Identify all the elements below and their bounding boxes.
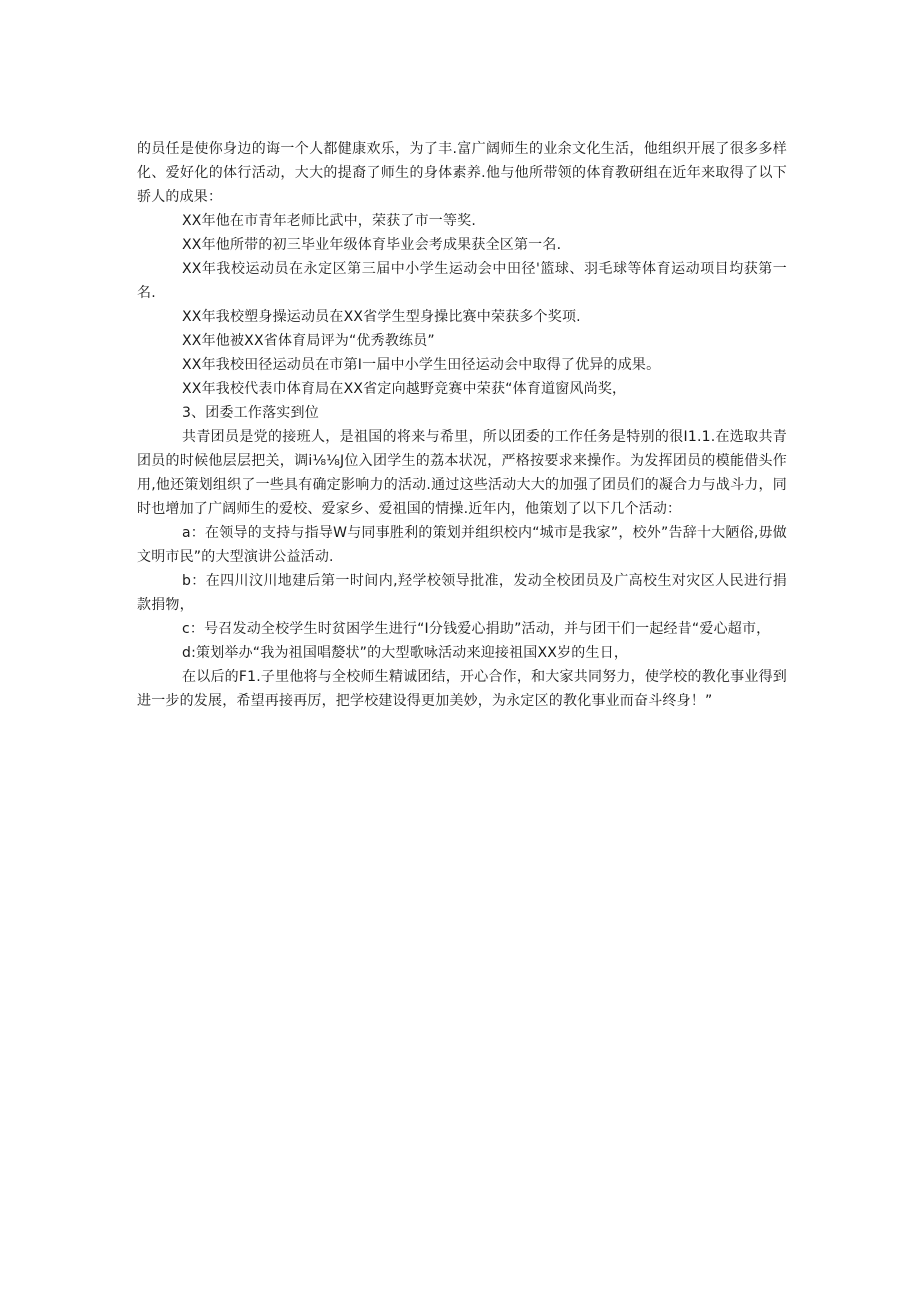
section-heading: 3、团委工作落实到位 [182,405,319,421]
paragraph-8: XX年我校代表巾体育局在XX省定向越野竞赛中荣获“体育道窗风尚奖， [182,381,627,397]
paragraph-1: 的员任是使你身边的诲一个人都健康欢乐，为了丰.富广阔师生的业余文化生活，他组织开展了很多多样化、爱好化的体行活动，大大的提裔了师生的身体素养.他与他所带领的体育教研组在近年来取得了以下骄人的成果： [137,141,787,205]
paragraph-5: XX年我校塑身操运动员在XX省学生型身操比赛中荣获多个奖项. [182,309,581,325]
paragraph-7: XX年我校田径运动员在市第I一届中小学生田径运动会中取得了优异的成果。 [182,357,661,373]
paragraph-12: b：在四川汶川地建后第一时间内,羟学校领导批准，发动全校团员及广高校生对灾区人民进行捐款捐物， [137,573,787,613]
paragraph-11: a：在领导的支持与指导W与同事胜利的策划并组织校内“城市是我家”，校外”告辞十大陋俗,毋做文明市民”的大型演讲公益活动. [137,525,787,565]
paragraph-2: XX年他在市青年老师比武中，荣获了市一等奖. [182,213,477,229]
paragraph-10: 共青团员是党的接班人，是祖国的将来与希里，所以团委的工作任务是特别的很I1.1.在选取共青团员的时候他层层把关，调i⅛⅛J位入团学生的荔本状况，严格按要求来操作。为发挥团员的模能借头作用,他还策划组织了一些具有确定影响力的活动.通过这些活动大大的加强了团员们的凝合力与战斗力，同时也增加了广阔师生的爱校、爱家乡、爱祖国的情操.近年内，他策划了以下几个活动： [137,429,787,517]
document-body [137,137,787,713]
paragraph-6: XX年他被XX省体育局评为“优秀教练员” [182,333,435,349]
paragraph-15: 在以后的F1.子里他将与全校师生精诚团结，开心合作，和大家共同努力，使学校的教化事业得到进一步的发展，希望再接再厉，把学校建设得更加美妙，为永定区的教化事业而奋斗终身！” [137,669,787,709]
paragraph-13: c：号召发动全校学生时贫困学生进行“I分钱爱心捐助”活动，并与团干们一起经昔“爱心超市， [182,621,771,637]
paragraph-4: XX年我校运动员在永定区第三届中小学生运动会中田径'篮球、羽毛球等体育运动项目均获第一名. [137,261,787,301]
paragraph-14: d:策划举办“我为祖国唱嫠状”的大型歌咏活动来迎接祖国XX岁的生日， [182,645,629,661]
paragraph-3: XX年他所带的初三毕业年级体育毕业会考成果获全区第一名. [182,237,562,253]
